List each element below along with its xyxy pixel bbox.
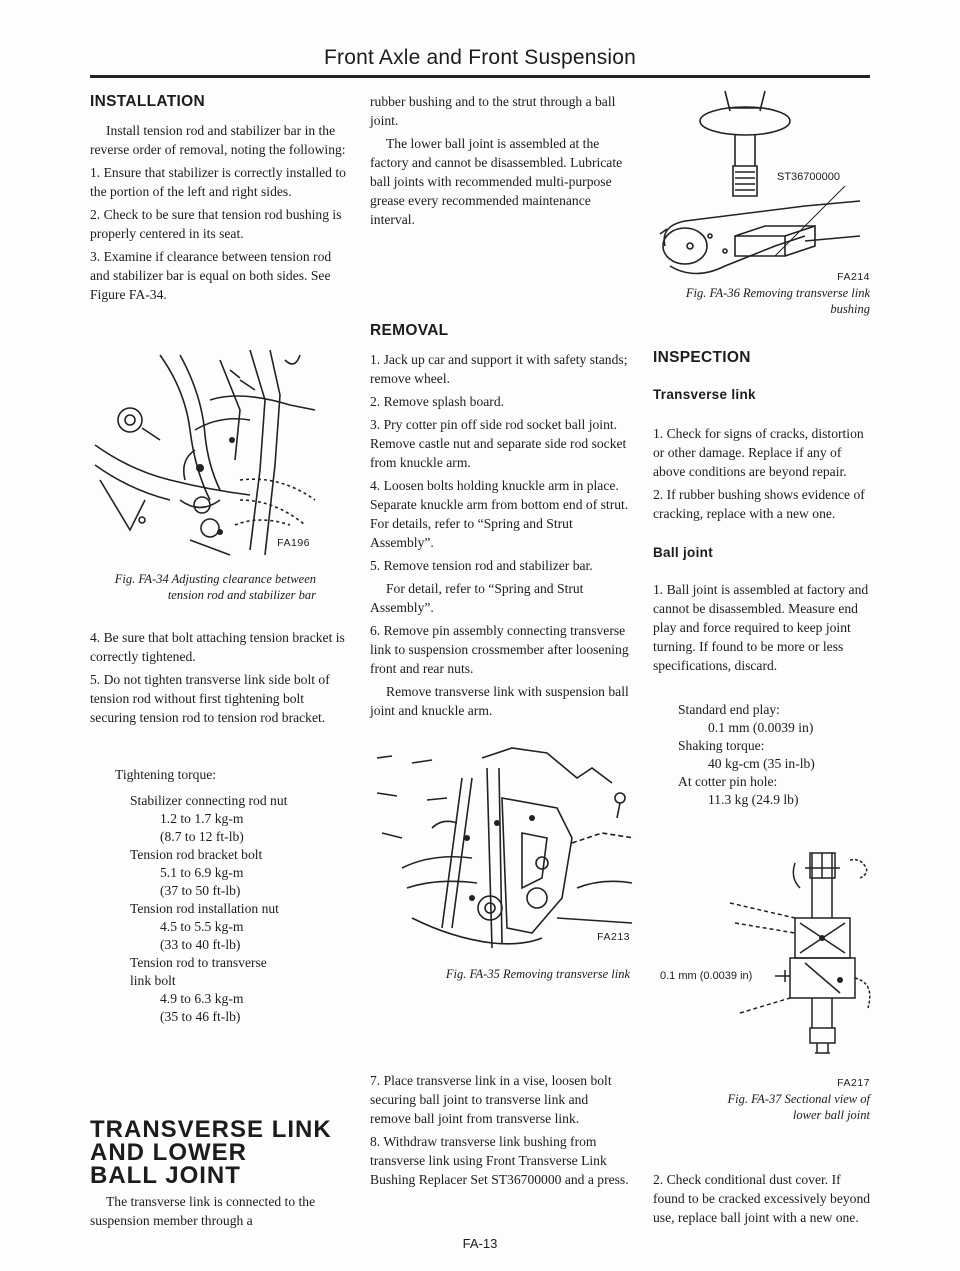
page-title: Front Axle and Front Suspension: [323, 46, 637, 69]
section-heading-line-2: AND LOWER: [90, 1139, 247, 1166]
section-heading: [90, 1118, 350, 1187]
fig-fa36-tool-label: ST36700000: [777, 171, 840, 183]
ball-joint-step-2: 2. Check conditional dust cover. If found to be cracked excessively beyond use, replace ball joint with a new one.: [653, 1172, 871, 1225]
removal-step-4: 4. Loosen bolts holding knuckle arm in place. Separate knuckle arm from bottom end of strut. For details, refer to “Spring and Strut Assembly”.: [370, 478, 629, 550]
torque-value-2b: (37 to 50 ft-lb): [160, 883, 241, 898]
torque-label-3: Tension rod installation nut: [130, 901, 279, 916]
removal-detail-note: For detail, refer to “Spring and Strut Assembly”.: [370, 581, 584, 615]
ball-joint-step-1: 1. Ball joint is assembled at factory and cannot be disassembled. Measure end play and force required to keep joint turning. If found to be more or less specifications, discard.: [653, 582, 869, 673]
torque-value-3a: 4.5 to 5.5 kg-m: [160, 919, 244, 934]
removal-step-8: 8. Withdraw transverse link bushing from transverse link using Front Transverse Link Bushing Replacer Set ST36700000 and a press.: [370, 1134, 629, 1187]
col2-continued: rubber bushing and to the strut through a ball joint.: [370, 94, 616, 128]
fig-fa36-caption: Fig. FA-36 Removing transverse link bushing: [685, 286, 870, 316]
removal-block: [370, 321, 630, 724]
fig-fa35-code: FA213: [597, 931, 630, 943]
header-rule: [90, 75, 870, 78]
fig-fa34-illustration: [90, 350, 320, 565]
installation-intro: Install tension rod and stabilizer bar in the reverse order of removal, noting the following:: [90, 123, 346, 157]
section-heading-line-3: BALL JOINT: [90, 1162, 241, 1189]
install-step-2: 2. Check to be sure that tension rod bushing is properly centered in its seat.: [90, 207, 342, 241]
spec-value-3: 11.3 kg (24.9 lb): [708, 792, 799, 807]
removal-step-1: 1. Jack up car and support it with safety stands; remove wheel.: [370, 352, 628, 386]
ball-joint-heading: Ball joint: [653, 545, 713, 560]
fig-fa37-code: FA217: [837, 1077, 870, 1089]
fig-fa37-dim-label: 0.1 mm (0.0039 in): [660, 970, 753, 982]
section-heading-line-1: TRANSVERSE LINK: [90, 1116, 332, 1143]
install-step-4: 4. Be sure that bolt attaching tension bracket is correctly tightened.: [90, 630, 345, 664]
removal-heading: REMOVAL: [370, 322, 449, 339]
column-3-lower: [653, 1170, 871, 1231]
torque-spec-block: [115, 766, 335, 1026]
column-3: [653, 348, 871, 679]
fig-fa34-code: FA196: [277, 537, 310, 549]
removal-step-7: 7. Place transverse link in a vise, loosen bolt securing ball joint to transverse link and remove ball joint from transverse link.: [370, 1073, 612, 1126]
fig-fa35-caption: Fig. FA-35 Removing transverse link: [445, 967, 630, 981]
section-intro-block: [90, 1192, 346, 1234]
page-number: FA-13: [462, 1236, 498, 1251]
fig-fa35-illustration: [372, 738, 637, 963]
section-intro: The transverse link is connected to the suspension member through a: [90, 1194, 316, 1228]
spec-value-2: 40 kg-cm (35 in-lb): [708, 756, 815, 771]
fig-fa36-illustration: [655, 86, 875, 286]
spec-label-2: Shaking torque:: [678, 738, 765, 753]
spec-value-1: 0.1 mm (0.0039 in): [708, 720, 814, 735]
removal-step-5: 5. Remove tension rod and stabilizer bar.: [370, 558, 593, 573]
install-step-5: 5. Do not tighten transverse link side bolt of tension rod without first tightening bolt securing tension rod to tension rod bracket.: [90, 672, 330, 725]
torque-label-4: Tension rod to transverse link bolt: [130, 955, 267, 988]
spec-label-3: At cotter pin hole:: [678, 774, 778, 789]
torque-value-2a: 5.1 to 6.9 kg-m: [160, 865, 244, 880]
column-2-lower: [370, 1071, 630, 1193]
ball-joint-note: The lower ball joint is assembled at the factory and cannot be disassembled. Lubricate ball joints with recommended multi-purpose grease every recommended maintenance interval.: [370, 136, 623, 227]
inspection-step-2: 2. If rubber bushing shows evidence of cracking, replace with a new one.: [653, 487, 865, 521]
removal-step-6-note: Remove transverse link with suspension ball joint and knuckle arm.: [370, 684, 629, 718]
fig-fa34-caption: Fig. FA-34 Adjusting clearance between tension rod and stabilizer bar: [114, 572, 316, 602]
column-2: [370, 92, 630, 233]
torque-title: Tightening torque:: [115, 767, 217, 782]
install-step-1: 1. Ensure that stabilizer is correctly installed to the portion of the left and right sides.: [90, 165, 346, 199]
torque-value-4b: (35 to 46 ft-lb): [160, 1009, 241, 1024]
torque-value-3b: (33 to 40 ft-lb): [160, 937, 241, 952]
torque-label-2: Tension rod bracket bolt: [130, 847, 263, 862]
torque-label-1: Stabilizer connecting rod nut: [130, 793, 288, 808]
fig-fa37-illustration: [700, 848, 880, 1058]
column-1-lower: [90, 628, 346, 731]
installation-heading: INSTALLATION: [90, 93, 205, 110]
removal-step-6: 6. Remove pin assembly connecting transverse link to suspension crossmember after loosening front and rear nuts.: [370, 623, 629, 676]
torque-value-1b: (8.7 to 12 ft-lb): [160, 829, 244, 844]
install-step-3: 3. Examine if clearance between tension rod and stabilizer bar is equal on both sides. See Figure FA-34.: [90, 249, 332, 302]
removal-step-2: 2. Remove splash board.: [370, 394, 505, 409]
spec-label-1: Standard end play:: [678, 702, 780, 717]
inspection-step-1: 1. Check for signs of cracks, distortion or other damage. Replace if any of above conditions are beyond repair.: [653, 426, 864, 479]
ball-joint-specs: [678, 701, 873, 809]
column-1: [90, 92, 346, 308]
fig-fa36-code: FA214: [837, 271, 870, 283]
inspection-heading: INSPECTION: [653, 349, 751, 366]
fig-fa37-caption: Fig. FA-37 Sectional view of lower ball joint: [727, 1092, 870, 1122]
transverse-link-heading: Transverse link: [653, 387, 756, 402]
torque-value-1a: 1.2 to 1.7 kg-m: [160, 811, 244, 826]
torque-value-4a: 4.9 to 6.3 kg-m: [160, 991, 244, 1006]
removal-step-3: 3. Pry cotter pin off side rod socket ball joint. Remove castle nut and separate side rod socket from knuckle arm.: [370, 417, 627, 470]
